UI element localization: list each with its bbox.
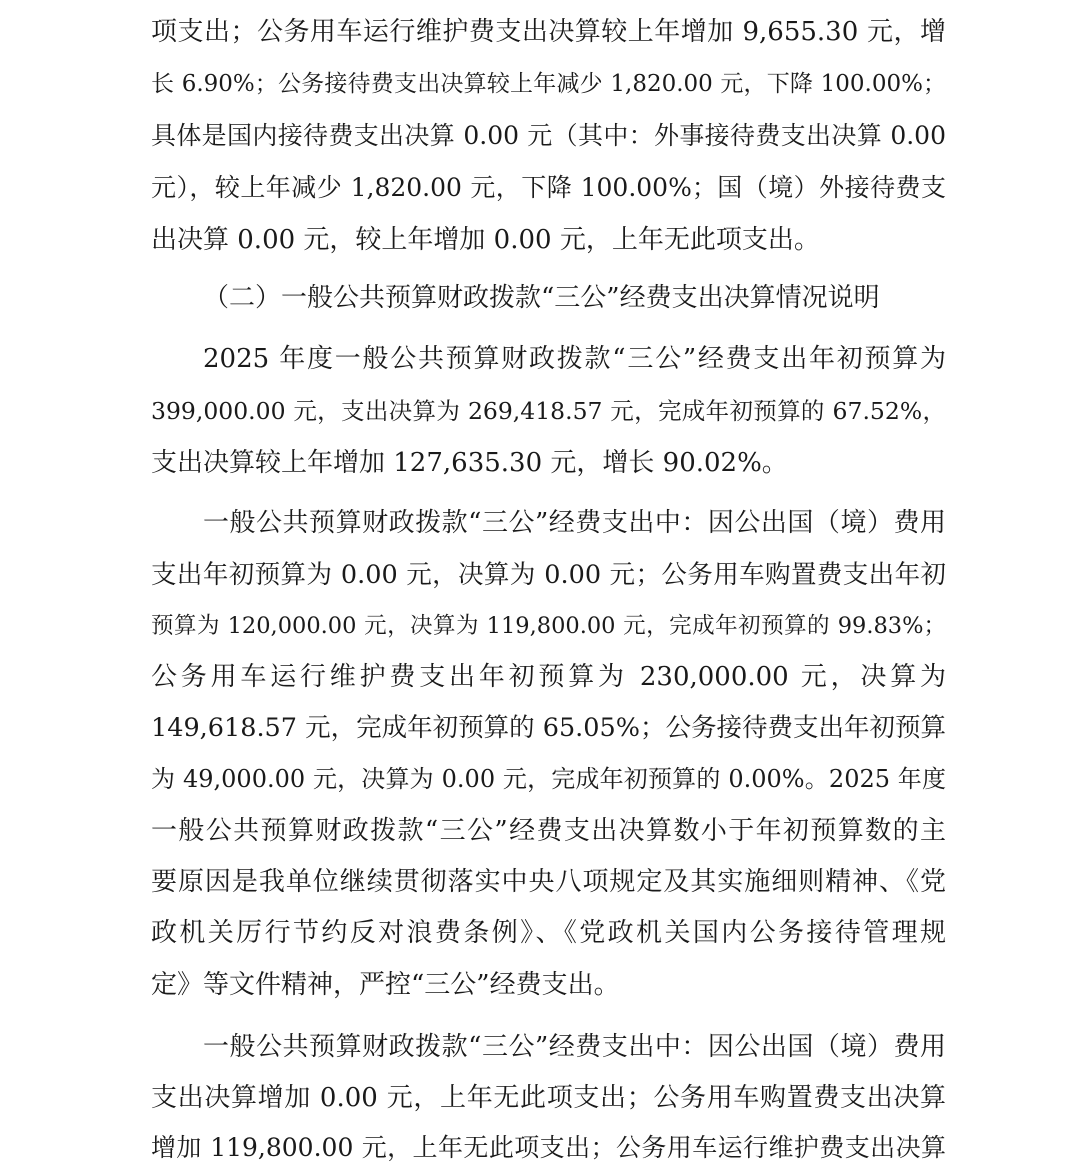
paragraph-line: 支出年初预算为 0.00 元，决算为 0.00 元；公务用车购置费支出年初 [151, 560, 946, 590]
paragraph-line: 一般公共预算财政拨款“三公”经费支出中：因公出国（境）费用 [203, 1032, 946, 1062]
paragraph-line: 政机关厉行节约反对浪费条例》、《党政机关国内公务接待管理规 [151, 918, 946, 948]
paragraph-line: 为 49,000.00 元，决算为 0.00 元，完成年初预算的 0.00%。2025 年度 [151, 765, 946, 793]
paragraph-line: 项支出；公务用车运行维护费支出决算较上年增加 9,655.30 元，增 [151, 17, 946, 47]
paragraph-line: 一般公共预算财政拨款“三公”经费支出决算数小于年初预算数的主 [151, 816, 946, 846]
paragraph-line: 预算为 120,000.00 元，决算为 119,800.00 元，完成年初预算的 99.83%； [151, 613, 946, 639]
paragraph-line: 一般公共预算财政拨款“三公”经费支出中：因公出国（境）费用 [203, 508, 946, 538]
paragraph-line: 支出决算较上年增加 127,635.30 元，增长 90.02%。 [151, 448, 788, 478]
paragraph-line: 公务用车运行维护费支出年初预算为 230,000.00 元，决算为 [151, 662, 946, 692]
paragraph-line: 定》等文件精神，严控“三公”经费支出。 [151, 970, 620, 1000]
paragraph-line: 具体是国内接待费支出决算 0.00 元（其中：外事接待费支出决算 0.00 [151, 121, 946, 150]
section-heading: （二）一般公共预算财政拨款“三公”经费支出决算情况说明 [203, 283, 880, 313]
paragraph-line: 399,000.00 元，支出决算为 269,418.57 元，完成年初预算的 67.52%， [151, 397, 946, 425]
paragraph-line: 增加 119,800.00 元，上年无此项支出；公务用车运行维护费支出决算 [151, 1133, 946, 1162]
paragraph-line: 149,618.57 元，完成年初预算的 65.05%；公务接待费支出年初预算 [151, 713, 946, 743]
paragraph-line: 元），较上年减少 1,820.00 元，下降 100.00%；国（境）外接待费支 [151, 173, 946, 202]
paragraph-line: 支出决算增加 0.00 元，上年无此项支出；公务用车购置费支出决算 [151, 1083, 946, 1113]
paragraph-line: 出决算 0.00 元，较上年增加 0.00 元，上年无此项支出。 [151, 225, 820, 255]
paragraph-line: 要原因是我单位继续贯彻落实中央八项规定及其实施细则精神、《党 [151, 867, 946, 897]
paragraph-line: 2025 年度一般公共预算财政拨款“三公”经费支出年初预算为 [203, 344, 946, 374]
paragraph-line: 长 6.90%；公务接待费支出决算较上年减少 1,820.00 元，下降 100.00%； [151, 71, 946, 97]
